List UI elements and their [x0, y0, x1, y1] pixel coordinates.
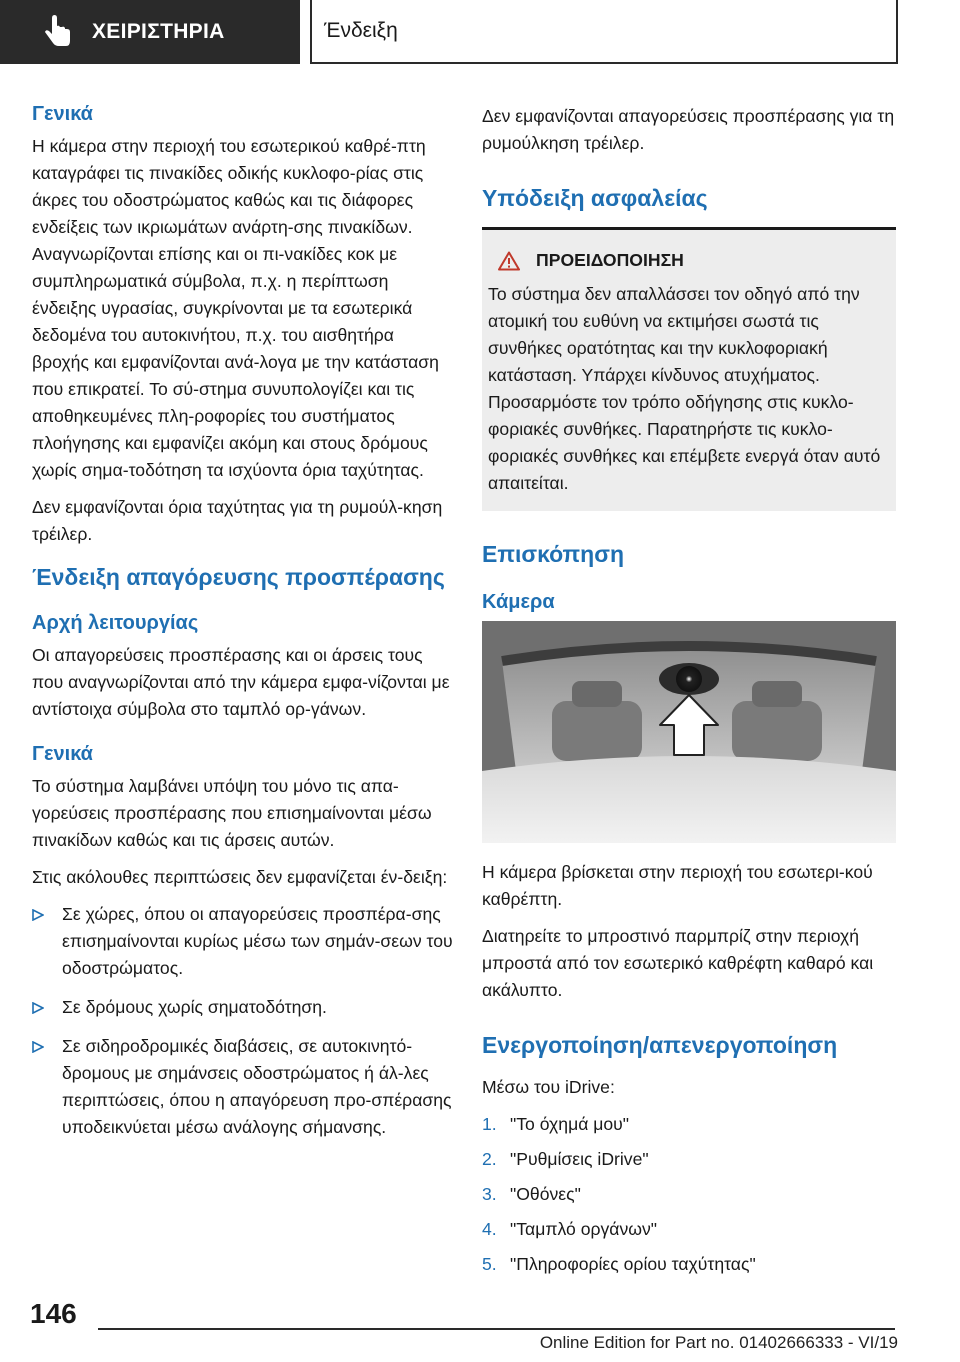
warning-text: Το σύστημα δεν απαλλάσσει τον οδηγό από την ατομική του ευθύνη να εκτιμήσει σωστά τις συνθήκες ορατότητας και την κυκλοφοριακή κατάσταση. Υπάρχει κίνδυνος ατυχήματος. Προσαρμόστε τον τρόπο οδήγησης στις κυκλο-φοριακές συνθήκες. Παρατηρήστε τις κυκλο-φοριακές συνθήκες και επέμβετε ενεργά όταν αυτό απαιτείται. — [488, 284, 881, 493]
paragraph: Η κάμερα βρίσκεται στην περιοχή του εσωτερι-κού καθρέπτη. — [482, 862, 873, 909]
step-text: "Οθόνες" — [510, 1184, 581, 1204]
step-text: "Ρυθμίσεις iDrive" — [510, 1149, 649, 1169]
paragraph: Η κάμερα στην περιοχή του εσωτερικού καθρέ-πτη καταγράφει τις πινακίδες οδικής κυκλοφο-ρίας στις άκρες του οδοστρώματος καθώς και τις διάφορες ενδείξεις των ικριωμάτων ανάρτη-σης πινακίδων. Αναγνωρίζονται επίσης και οι πι-νακίδες κοκ με συμπληρωματικά σύμβολα, π.χ. η περίπτωση ένδειξης υγρασίας, συγκρίνονται με τα εσωτερικά δεδομένα του αυτοκινήτου, π.χ. του αισθητήρα βροχής και εμφανίζονται ανά-λογα με την κατάσταση που επικρατεί. Το σύ-στημα συνυπολογίζει και τις αποθηκευμένες πλη-ροφορίες του συστήματος πλοήγησης και εμφανίζει ακόμη και στους δρόμους χωρίς σημα-τοδότηση τα ισχύοντα όρια ταχύτητας. — [32, 136, 439, 480]
heading-activation: Ενεργοποίηση/απενεργοποίηση — [482, 1032, 838, 1058]
heading-general: Γενικά — [32, 103, 93, 125]
heading-overtaking-display: Ένδειξη απαγόρευσης προσπέρασης — [32, 564, 445, 590]
list-item-text: Σε σιδηροδρομικές διαβάσεις, σε αυτοκινητό-δρομους με σημάνσεις οδοστρώματος ή άλ-λες περιπτώσεις, όπου η απαγόρευση προ-σπέρασης υποδεικνύεται μέσω ανάλογης σήμανσης. — [62, 1036, 452, 1137]
step-text: "Ταμπλό οργάνων" — [510, 1219, 658, 1239]
chapter-title: ΧΕΙΡΙΣΤΗΡΙΑ — [92, 20, 225, 43]
hand-pointer-icon — [38, 12, 78, 52]
heading-camera: Κάμερα — [482, 591, 555, 613]
paragraph: Το σύστημα λαμβάνει υπόψη του μόνο τις απα-γορεύσεις προσπέρασης που επισημαίνονται μέσω πινακίδων καθώς και τις άρσεις αυτών. — [32, 776, 432, 850]
warning-title — [488, 250, 888, 271]
step-number: 1. — [482, 1114, 497, 1134]
heading-safety-note: Υπόδειξη ασφαλείας — [482, 185, 708, 211]
list-item — [482, 1216, 896, 1243]
camera-location-image — [482, 621, 896, 843]
paragraph: Δεν εμφανίζονται όρια ταχύτητας για τη ρυμούλ-κηση τρέιλερ. — [32, 497, 443, 544]
triangle-bullet-icon — [32, 1002, 44, 1014]
bullet-list — [32, 901, 454, 1141]
warning-triangle-icon — [498, 251, 520, 271]
warning-box — [482, 227, 896, 511]
heading-overview: Επισκόπηση — [482, 541, 624, 567]
list-item — [32, 901, 454, 982]
list-item — [482, 1146, 896, 1173]
chapter-tab[interactable] — [0, 0, 300, 64]
heading-general: Γενικά — [32, 743, 93, 765]
step-text: "Το όχημά μου" — [510, 1114, 630, 1134]
step-number: 3. — [482, 1184, 497, 1204]
step-number: 2. — [482, 1149, 497, 1169]
step-number: 4. — [482, 1219, 497, 1239]
steps-list — [482, 1111, 896, 1278]
footer-divider — [98, 1328, 895, 1330]
list-item — [482, 1111, 896, 1138]
list-item — [32, 1033, 454, 1141]
triangle-bullet-icon — [32, 1041, 44, 1053]
section-title: Ένδειξη — [324, 19, 398, 42]
warning-title-text: ΠΡΟΕΙΔΟΠΟΙΗΣΗ — [536, 250, 684, 270]
triangle-bullet-icon — [32, 909, 44, 921]
paragraph: Δεν εμφανίζονται απαγορεύσεις προσπέρασης για τη ρυμούλκηση τρέιλερ. — [482, 106, 895, 153]
paragraph: Διατηρείτε το μπροστινό παρμπρίζ στην περιοχή μπροστά από τον εσωτερικό καθρέφτη καθαρό και ακάλυπτο. — [482, 926, 874, 1000]
right-column — [482, 95, 896, 1286]
edition-footer: Online Edition for Part no. 01402666333 - VI/19 — [539, 1333, 898, 1352]
page-number: 146 — [30, 1298, 77, 1329]
paragraph: Στις ακόλουθες περιπτώσεις δεν εμφανίζεται έν-δειξη: — [32, 867, 448, 887]
left-column — [32, 95, 454, 1153]
list-item — [32, 994, 454, 1021]
section-header — [310, 0, 898, 64]
list-item — [482, 1251, 896, 1278]
step-text: "Πληροφορίες ορίου ταχύτητας" — [510, 1254, 756, 1274]
heading-principle: Αρχή λειτουργίας — [32, 612, 199, 634]
step-number: 5. — [482, 1254, 497, 1274]
list-item-text: Σε δρόμους χωρίς σηματοδότηση. — [62, 997, 327, 1017]
list-item — [482, 1181, 896, 1208]
paragraph: Μέσω του iDrive: — [482, 1077, 615, 1097]
list-item-text: Σε χώρες, όπου οι απαγορεύσεις προσπέρα-σης επισημαίνονται κυρίως μέσω των σημάν-σεων του οδοστρώματος. — [62, 904, 453, 978]
paragraph: Οι απαγορεύσεις προσπέρασης και οι άρσεις τους που αναγνωρίζονται από την κάμερα εμφα-νίζονται με αντίστοιχα σύμβολα στο ταμπλό ορ-γάνων. — [32, 645, 450, 719]
